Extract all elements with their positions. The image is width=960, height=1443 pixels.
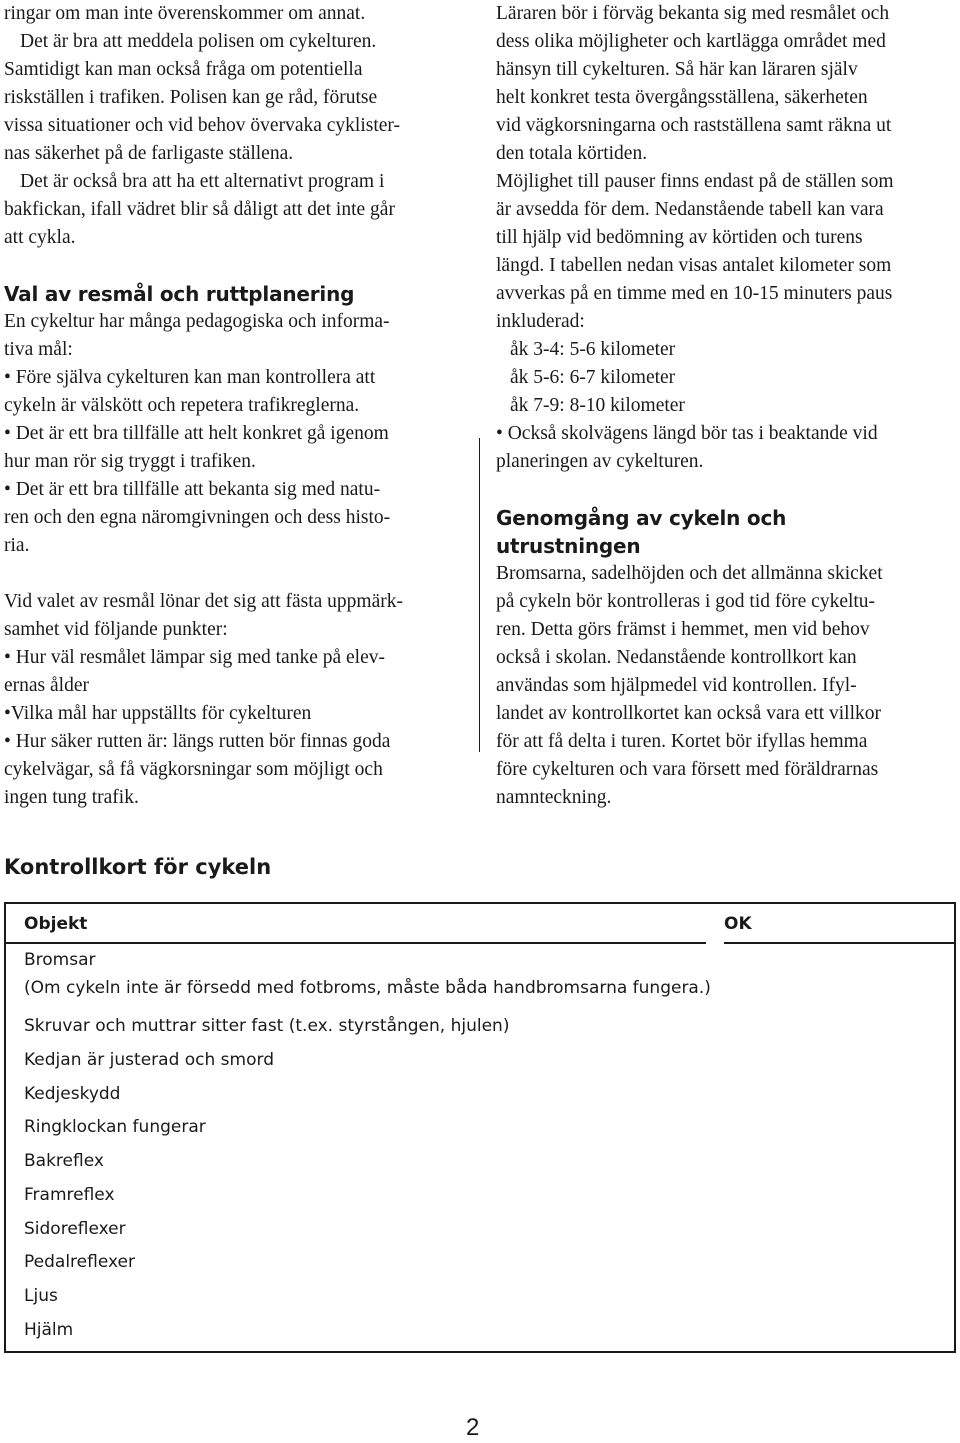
body-line: cykelvägar, så få vägkorsningar som möjligt och — [4, 759, 383, 780]
body-line: hänsyn till cykelturen. Så här kan läraren själv — [496, 59, 858, 80]
body-line: cykeln är välskött och repetera trafikreglerna. — [4, 395, 360, 416]
body-line: En cykeltur har många pedagogiska och informa- — [4, 311, 390, 332]
body-line: Bromsarna, sadelhöjden och det allmänna skicket — [496, 563, 883, 584]
body-line: för att få delta i turen. Kortet bör ifyllas hemma — [496, 731, 868, 752]
checklist-item: (Om cykeln inte är försedd med fotbroms, måste båda handbromsarna fungera.) — [24, 978, 711, 998]
body-line: före cykelturen och vara försett med föräldrarnas — [496, 759, 879, 780]
kontrollkort-title: Kontrollkort för cykeln — [4, 855, 272, 879]
body-line: helt konkret testa övergångsställena, säkerheten — [496, 87, 868, 108]
body-line: att cykla. — [4, 227, 76, 248]
checklist-item: Ljus — [24, 1286, 58, 1306]
column-header-ok: OK — [724, 914, 752, 934]
body-line: Samtidigt kan man också fråga om potentiella — [4, 59, 363, 80]
body-line: ria. — [4, 535, 30, 556]
body-line: Läraren bör i förväg bekanta sig med resmålet och — [496, 3, 890, 24]
body-line: riskställen i trafiken. Polisen kan ge råd, förutse — [4, 87, 378, 108]
checklist-item: Framreflex — [24, 1185, 115, 1205]
body-line: vissa situationer och vid behov övervaka cyklister- — [4, 115, 400, 136]
checklist-item: Kedjeskydd — [24, 1084, 121, 1104]
checklist-item: Bromsar — [24, 950, 96, 970]
body-line: Möjlighet till pauser finns endast på de ställen som — [496, 171, 894, 192]
section-heading: utrustningen — [496, 534, 641, 558]
body-line: på cykeln bör kontrolleras i god tid före cykeltu- — [496, 591, 876, 612]
checklist-item: Skruvar och muttrar sitter fast (t.ex. styrstången, hjulen) — [24, 1016, 510, 1036]
body-line: namnteckning. — [496, 787, 612, 808]
bullet-line: •Vilka mål har uppställts för cykelturen — [4, 703, 312, 724]
body-line: nas säkerhet på de farligaste ställena. — [4, 143, 294, 164]
section-heading: Genomgång av cykeln och — [496, 506, 787, 530]
body-line: ingen tung trafik. — [4, 787, 139, 808]
body-line: inkluderad: — [496, 311, 585, 332]
body-line: Det är också bra att ha ett alternativt program i — [20, 171, 385, 192]
bullet-line: • Det är ett bra tillfälle att helt konkret gå igenom — [4, 423, 389, 444]
body-line: hur man rör sig tryggt i trafiken. — [4, 451, 256, 472]
bullet-line: • Det är ett bra tillfälle att bekanta sig med natu- — [4, 479, 381, 500]
checklist-item: Ringklockan fungerar — [24, 1117, 206, 1137]
body-line: Det är bra att meddela polisen om cykelturen. — [20, 31, 377, 52]
body-line: samhet vid följande punkter: — [4, 619, 228, 640]
bullet-line: • Före själva cykelturen kan man kontrollera att — [4, 367, 376, 388]
page-number: 2 — [466, 1414, 480, 1441]
body-line: vid vägkorsningarna och rastställena samt räkna ut — [496, 115, 892, 136]
body-line: längd. I tabellen nedan visas antalet kilometer som — [496, 255, 892, 276]
left-column — [4, 0, 466, 812]
ok-header-rule — [724, 942, 954, 944]
body-line: dess olika möjligheter och kartlägga området med — [496, 31, 886, 52]
body-line: Vid valet av resmål lönar det sig att fästa uppmärk- — [4, 591, 403, 612]
checklist-item: Sidoreflexer — [24, 1219, 126, 1239]
body-line: den totala körtiden. — [496, 143, 648, 164]
distance-item: åk 7-9: 8-10 kilometer — [510, 395, 685, 416]
bullet-line: • Hur säker rutten är: längs rutten bör finnas goda — [4, 731, 391, 752]
body-line: avverkas på en timme med en 10-15 minuters paus — [496, 283, 893, 304]
checklist-item: Bakreflex — [24, 1151, 104, 1171]
column-header-objekt: Objekt — [24, 914, 88, 934]
body-line: landet av kontrollkortet kan också vara ett villkor — [496, 703, 882, 724]
section-heading: Val av resmål och ruttplanering — [4, 282, 355, 306]
kontrollkort-table — [4, 902, 956, 1353]
column-divider — [479, 438, 480, 752]
body-line: bakfickan, ifall vädret blir så dåligt att det inte går — [4, 199, 395, 220]
checklist-item: Hjälm — [24, 1320, 74, 1340]
bullet-line: • Hur väl resmålet lämpar sig med tanke på elev- — [4, 647, 385, 668]
body-line: är avsedda för dem. Nedanstående tabell kan vara — [496, 199, 884, 220]
body-line: tiva mål: — [4, 339, 73, 360]
body-line: ren. Detta görs främst i hemmet, men vid behov — [496, 619, 870, 640]
body-line: till hjälp vid bedömning av körtiden och turens — [496, 227, 863, 248]
header-rule — [6, 942, 706, 944]
body-line: också i skolan. Nedanstående kontrollkort kan — [496, 647, 857, 668]
body-line: ren och den egna näromgivningen och dess histo- — [4, 507, 391, 528]
checklist-item: Kedjan är justerad och smord — [24, 1050, 274, 1070]
body-line: ernas ålder — [4, 675, 89, 696]
checklist-item: Pedalreflexer — [24, 1252, 135, 1272]
body-line: planeringen av cykelturen. — [496, 451, 704, 472]
body-line: användas som hjälpmedel vid kontrollen. Ifyl- — [496, 675, 857, 696]
distance-item: åk 3-4: 5-6 kilometer — [510, 339, 676, 360]
distance-item: åk 5-6: 6-7 kilometer — [510, 367, 676, 388]
bullet-line: • Också skolvägens längd bör tas i beaktande vid — [496, 423, 878, 444]
body-line: ringar om man inte överenskommer om annat. — [4, 3, 366, 24]
right-column — [496, 0, 958, 812]
